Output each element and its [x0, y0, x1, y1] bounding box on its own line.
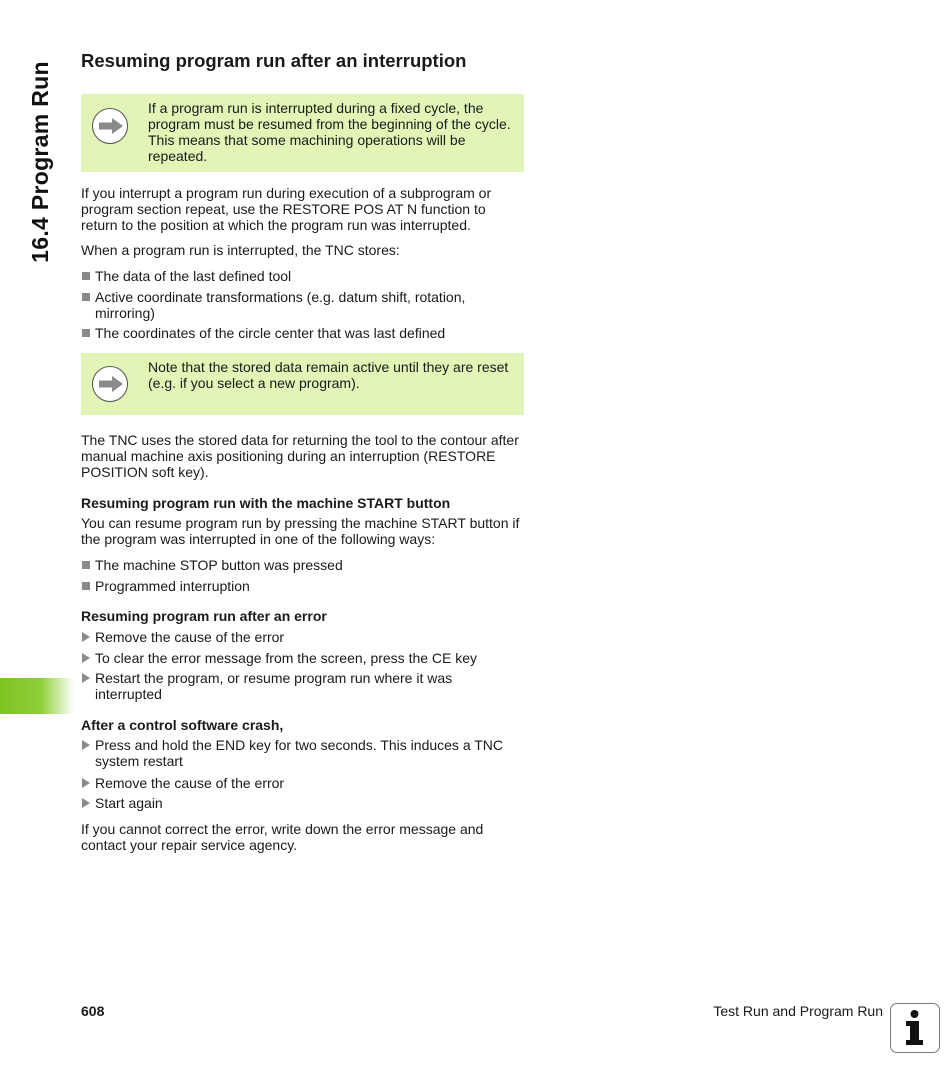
subheading: After a control software crash, [81, 717, 284, 733]
step-text: Restart the program, or resume program run where it was interrupted [95, 670, 453, 702]
step-item [81, 670, 501, 702]
chapter-side-title: 16.4 Program Run [27, 61, 53, 263]
step-text: Start again [95, 795, 163, 811]
paragraph: When a program run is interrupted, the TNC stores: [81, 242, 400, 258]
list-item [81, 268, 526, 284]
step-item [81, 775, 526, 791]
step-text: Remove the cause of the error [95, 775, 285, 791]
list-item-text: Programmed interruption [95, 578, 250, 594]
paragraph: If you interrupt a program run during execution of a subprogram or program section repeat, use the RESTORE POS AT N function to return to the position at which the program run was interrupted. [81, 185, 492, 233]
note-text: If a program run is interrupted during a fixed cycle, the program must be resumed from the beginning of the cycle. This means that some machining operations will be repeated. [148, 100, 511, 164]
note-text: Note that the stored data remain active until they are reset (e.g. if you select a new program). [148, 359, 509, 391]
step-triangle-icon [82, 798, 90, 808]
page-number: 608 [81, 1003, 105, 1019]
step-text: Press and hold the END key for two seconds. This induces a TNC system restart [95, 737, 504, 769]
bullet-square-icon [82, 329, 90, 337]
subheading: Resuming program run after an error [81, 608, 327, 624]
list-item [81, 289, 526, 321]
step-triangle-icon [82, 632, 90, 642]
step-triangle-icon [82, 653, 90, 663]
step-item [81, 737, 526, 769]
paragraph: If you cannot correct the error, write down the error message and contact your repair service agency. [81, 821, 484, 853]
paragraph: The TNC uses the stored data for returning the tool to the contour after manual machine axis positioning during an interruption (RESTORE POSITION soft key). [81, 432, 519, 480]
list-item [81, 578, 526, 594]
list-item-text: The machine STOP button was pressed [95, 557, 343, 573]
list-item-text: Active coordinate transformations (e.g. datum shift, rotation, mirroring) [95, 289, 466, 321]
step-item [81, 795, 526, 811]
list-item [81, 325, 526, 341]
paragraph: You can resume program run by pressing the machine START button if the program was interrupted in one of the following ways: [81, 515, 520, 547]
bullet-square-icon [82, 293, 90, 301]
footer-chapter-title: Test Run and Program Run [713, 1003, 883, 1019]
step-item [81, 650, 526, 666]
step-text: Remove the cause of the error [95, 629, 285, 645]
subheading: Resuming program run with the machine START button [81, 495, 451, 511]
arrow-right-icon [92, 108, 128, 144]
list-item [81, 557, 526, 573]
note-box [81, 94, 524, 172]
step-item [81, 629, 526, 645]
chapter-tab-marker [0, 678, 74, 714]
bullet-square-icon [82, 272, 90, 280]
list-item-text: The data of the last defined tool [95, 268, 292, 284]
step-triangle-icon [82, 673, 90, 683]
step-triangle-icon [82, 778, 90, 788]
bullet-square-icon [82, 582, 90, 590]
list-item-text: The coordinates of the circle center that was last defined [95, 325, 446, 341]
section-heading: Resuming program run after an interruption [81, 50, 467, 71]
info-icon [890, 1003, 940, 1053]
step-text: To clear the error message from the screen, press the CE key [95, 650, 478, 666]
arrow-right-icon [92, 366, 128, 402]
step-triangle-icon [82, 740, 90, 750]
bullet-square-icon [82, 561, 90, 569]
note-box [81, 353, 524, 415]
